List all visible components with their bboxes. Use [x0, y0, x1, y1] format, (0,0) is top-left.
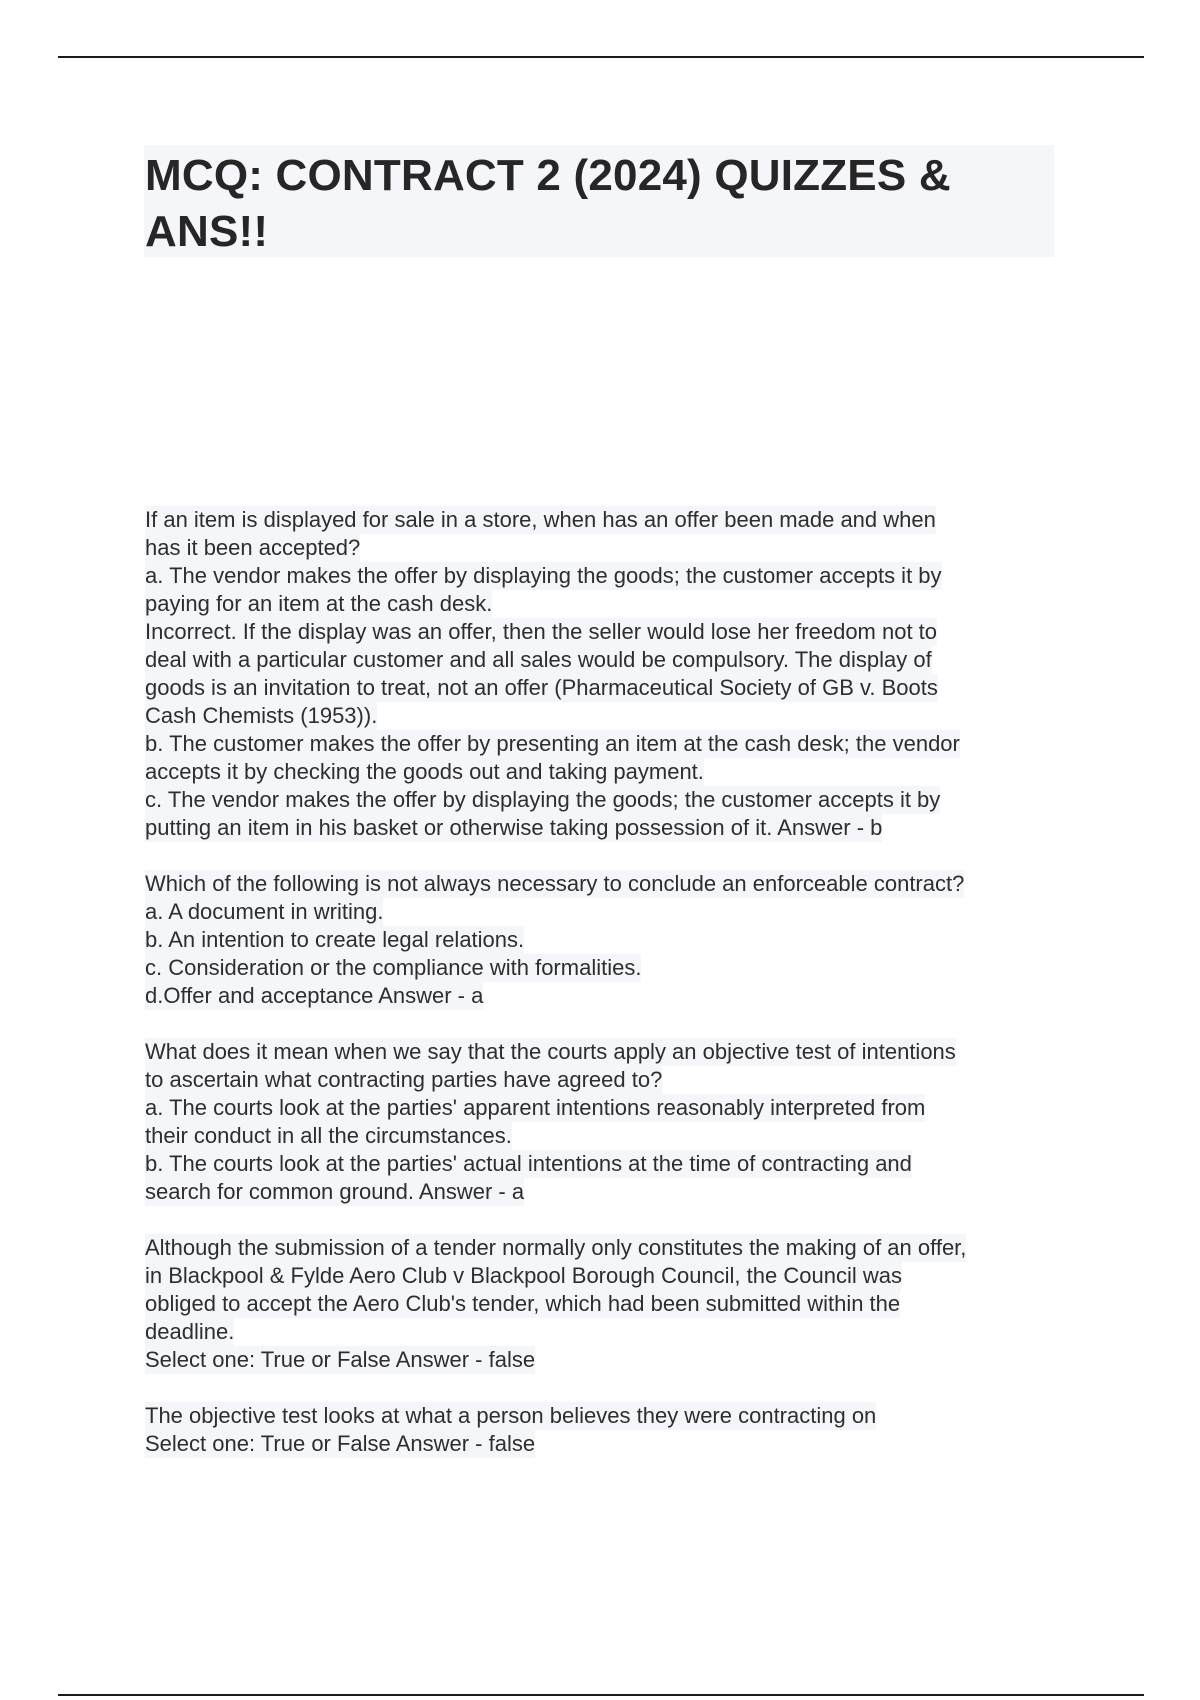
text-line: goods is an invitation to treat, not an offer (Pharmaceutical Society of GB v. Boots [145, 675, 938, 700]
text-line: deadline. [145, 1319, 235, 1344]
text-line: What does it mean when we say that the courts apply an objective test of intentions [145, 1039, 956, 1064]
text-line: search for common ground. Answer - a [145, 1179, 525, 1204]
text-line: paying for an item at the cash desk. [145, 591, 493, 616]
question-block [145, 870, 1075, 1010]
text-line: has it been accepted? [145, 535, 361, 560]
text-line: Cash Chemists (1953)). [145, 703, 378, 728]
text-line: b. An intention to create legal relations. [145, 927, 525, 952]
text-line: a. The courts look at the parties' apparent intentions reasonably interpreted from [145, 1095, 926, 1120]
text-line: in Blackpool & Fylde Aero Club v Blackpool Borough Council, the Council was [145, 1263, 902, 1288]
text-line: their conduct in all the circumstances. [145, 1123, 512, 1148]
question-block [145, 1038, 1075, 1206]
text-line: b. The customer makes the offer by presenting an item at the cash desk; the vendor [145, 731, 960, 756]
text-line: d.Offer and acceptance Answer - a [145, 983, 484, 1008]
text-line: The objective test looks at what a person believes they were contracting on [145, 1403, 877, 1428]
text-line: Although the submission of a tender normally only constitutes the making of an offer, [145, 1235, 967, 1260]
question-block [145, 1402, 1075, 1458]
document-title: MCQ: CONTRACT 2 (2024) QUIZZES & ANS!! [145, 151, 951, 256]
bottom-rule [58, 1694, 1144, 1696]
top-rule [58, 56, 1144, 58]
text-line: accepts it by checking the goods out and taking payment. [145, 759, 704, 784]
text-line: If an item is displayed for sale in a store, when has an offer been made and when [145, 507, 936, 532]
question-list [145, 506, 1075, 1486]
text-line: b. The courts look at the parties' actual intentions at the time of contracting and [145, 1151, 912, 1176]
text-line: a. The vendor makes the offer by displaying the goods; the customer accepts it by [145, 563, 942, 588]
text-line: obliged to accept the Aero Club's tender, which had been submitted within the [145, 1291, 901, 1316]
question-block [145, 1234, 1075, 1374]
text-line: Which of the following is not always necessary to conclude an enforceable contract? [145, 871, 965, 896]
text-line: deal with a particular customer and all sales would be compulsory. The display of [145, 647, 932, 672]
text-line: Incorrect. If the display was an offer, then the seller would lose her freedom not to [145, 619, 938, 644]
text-line: c. The vendor makes the offer by displaying the goods; the customer accepts it by [145, 787, 941, 812]
text-line: Select one: True or False Answer - false [145, 1431, 536, 1456]
text-line: c. Consideration or the compliance with formalities. [145, 955, 642, 980]
text-line: to ascertain what contracting parties have agreed to? [145, 1067, 663, 1092]
text-line: putting an item in his basket or otherwise taking possession of it. Answer - b [145, 815, 883, 840]
question-block [145, 506, 1075, 842]
text-line: Select one: True or False Answer - false [145, 1347, 536, 1372]
text-line: a. A document in writing. [145, 899, 384, 924]
